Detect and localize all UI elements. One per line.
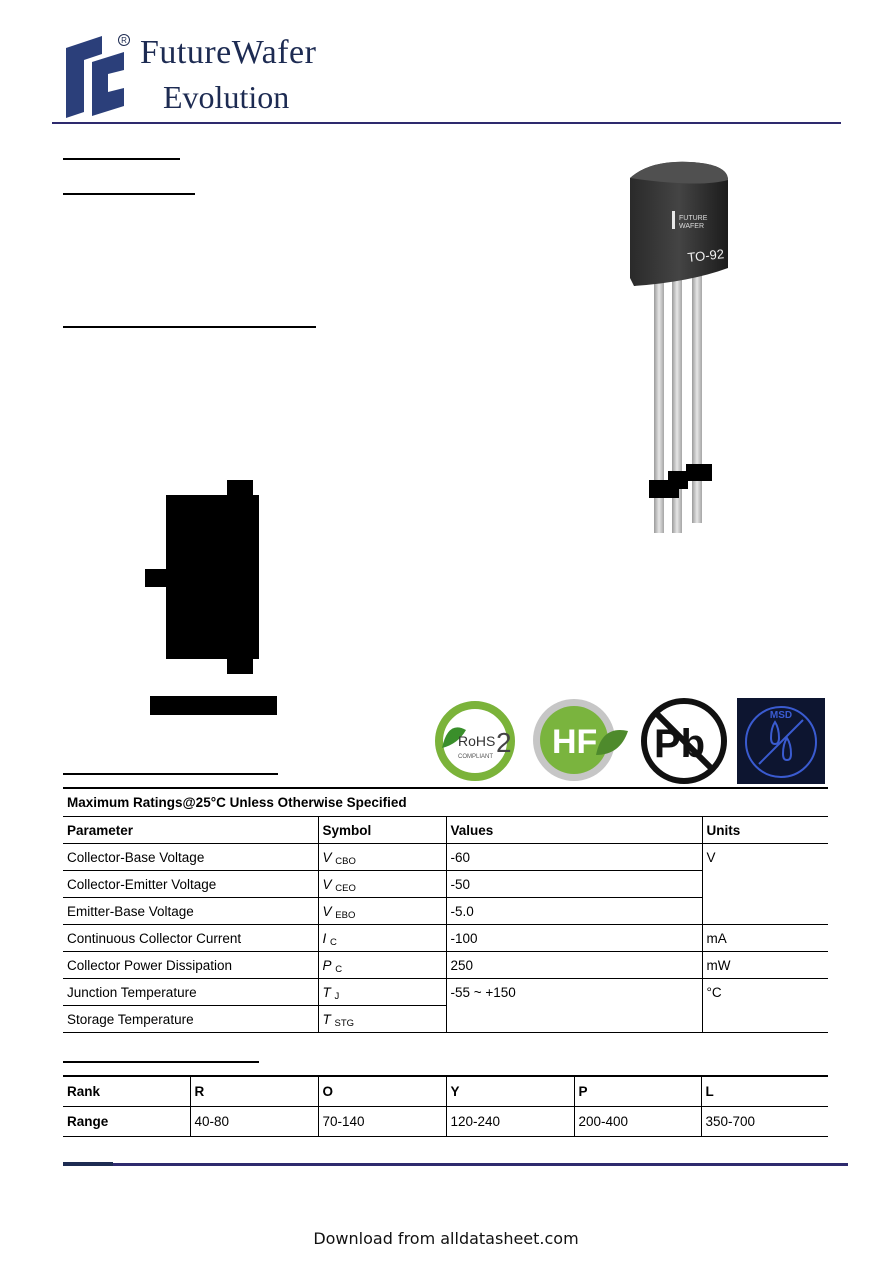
svg-text:MSD: MSD — [769, 710, 793, 721]
range-cell: 40-80 — [190, 1107, 318, 1137]
footer-divider — [63, 1163, 848, 1166]
symbol-cell: P C — [318, 952, 446, 979]
footer-divider-accent — [63, 1162, 113, 1166]
table-row — [63, 925, 828, 952]
rohs2-icon — [430, 700, 520, 782]
table-row — [63, 1107, 828, 1137]
svg-text:Pb: Pb — [654, 722, 706, 766]
value-cell: -50 — [446, 871, 702, 898]
hfe-rank-table — [63, 1075, 828, 1137]
svg-text:2: 2 — [496, 727, 512, 758]
table-row — [63, 979, 828, 1006]
svg-text:HF: HF — [552, 723, 598, 761]
parameter-cell: Continuous Collector Current — [63, 925, 318, 952]
section-heading-underline — [63, 773, 278, 775]
header-divider — [52, 122, 841, 124]
msd-icon — [737, 698, 825, 784]
rank-header-cell: O — [318, 1076, 446, 1107]
registered-mark: R — [121, 36, 127, 45]
schematic-label-redacted — [150, 696, 277, 715]
company-logo — [62, 34, 136, 120]
brand-name-line1: FutureWafer — [140, 34, 317, 71]
parameter-cell: Junction Temperature — [63, 979, 318, 1006]
range-cell: 350-700 — [701, 1107, 828, 1137]
range-cell: 70-140 — [318, 1107, 446, 1137]
unit-cell: mW — [702, 952, 828, 979]
section-heading-underline — [63, 1061, 259, 1063]
parameter-cell: Emitter-Base Voltage — [63, 898, 318, 925]
parameter-cell: Collector-Base Voltage — [63, 844, 318, 871]
range-cell: 200-400 — [574, 1107, 701, 1137]
svg-text:FUTURE: FUTURE — [679, 215, 708, 222]
table-row — [63, 952, 828, 979]
table-row — [63, 844, 828, 871]
pb-free-icon — [638, 697, 730, 785]
column-header: Parameter — [63, 817, 318, 844]
package-label: TO-92 — [686, 246, 725, 265]
range-cell: 120-240 — [446, 1107, 574, 1137]
hf-icon — [528, 697, 628, 783]
section-heading-underline — [63, 193, 195, 195]
table-row — [63, 1076, 828, 1107]
svg-text:WAFER: WAFER — [679, 223, 705, 230]
symbol-cell: V CBO — [318, 844, 446, 871]
ratings-table-title: Maximum Ratings@25°C Unless Otherwise Specified — [63, 788, 828, 817]
column-header: Units — [702, 817, 828, 844]
rank-header-cell: P — [574, 1076, 701, 1107]
rank-header-cell: Y — [446, 1076, 574, 1107]
column-header: Symbol — [318, 817, 446, 844]
range-label-cell: Range — [63, 1107, 190, 1137]
maximum-ratings-table — [63, 787, 828, 1033]
symbol-cell: V EBO — [318, 898, 446, 925]
value-cell: -100 — [446, 925, 702, 952]
download-source-link[interactable]: Download from alldatasheet.com — [313, 1229, 579, 1248]
rank-header-cell: Rank — [63, 1076, 190, 1107]
column-header: Values — [446, 817, 702, 844]
symbol-cell: T STG — [318, 1006, 446, 1033]
to92-package-image — [620, 158, 730, 538]
svg-text:COMPLIANT: COMPLIANT — [458, 754, 494, 760]
brand-name-line2: Evolution — [163, 79, 290, 115]
rank-header-cell: R — [190, 1076, 318, 1107]
unit-cell: °C — [702, 979, 828, 1033]
value-cell: -60 — [446, 844, 702, 871]
value-cell: -5.0 — [446, 898, 702, 925]
value-cell: -55 ~ +150 — [446, 979, 702, 1033]
section-heading-underline — [63, 326, 316, 328]
symbol-cell: V CEO — [318, 871, 446, 898]
rank-header-cell: L — [701, 1076, 828, 1107]
parameter-cell: Storage Temperature — [63, 1006, 318, 1033]
section-heading-underline — [63, 158, 180, 160]
symbol-cell: T J — [318, 979, 446, 1006]
parameter-cell: Collector-Emitter Voltage — [63, 871, 318, 898]
unit-cell: mA — [702, 925, 828, 952]
svg-text:RoHS: RoHS — [458, 733, 496, 749]
symbol-cell: I C — [318, 925, 446, 952]
parameter-cell: Collector Power Dissipation — [63, 952, 318, 979]
unit-cell: V — [702, 844, 828, 925]
value-cell: 250 — [446, 952, 702, 979]
